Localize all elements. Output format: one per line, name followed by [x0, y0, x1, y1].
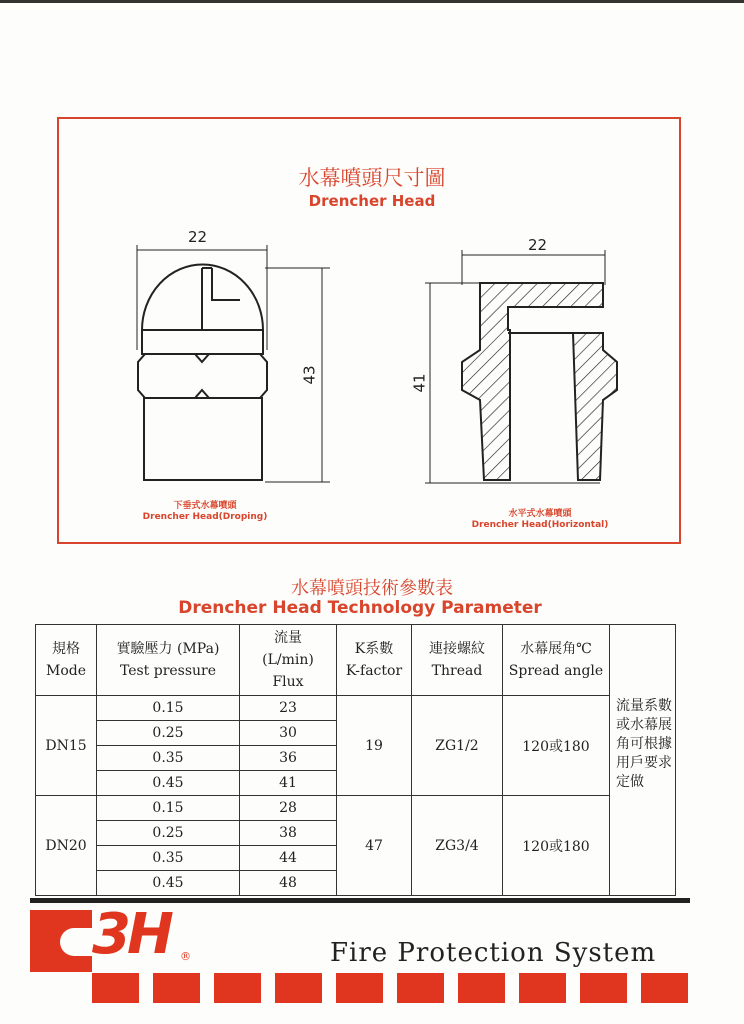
thread-cell: ZG3/4 — [412, 796, 503, 896]
kfactor-cell: 47 — [337, 796, 412, 896]
footer-square — [275, 973, 322, 1003]
pressure-cell: 0.15 — [97, 696, 240, 721]
flux-cell: 41 — [240, 771, 337, 796]
pressure-cell: 0.15 — [97, 796, 240, 821]
header-spread-angle: 水幕展角℃ Spread angle — [503, 625, 610, 696]
kfactor-cell: 19 — [337, 696, 412, 796]
horizontal-width-dimension: 22 — [528, 236, 548, 254]
flux-cell: 28 — [240, 796, 337, 821]
table-header-row — [36, 625, 676, 696]
horizontal-caption-cn: 水平式水幕噴頭 — [508, 509, 572, 519]
flux-cell: 44 — [240, 846, 337, 871]
table-row — [36, 696, 676, 721]
mode-cell: DN20 — [36, 796, 97, 896]
pressure-cell: 0.25 — [97, 821, 240, 846]
footer-square — [641, 973, 688, 1003]
pressure-cell: 0.45 — [97, 771, 240, 796]
slogan: Fire Protection System — [330, 938, 657, 968]
pressure-cell: 0.35 — [97, 846, 240, 871]
droping-head-drawing — [137, 245, 330, 482]
mode-cell: DN15 — [36, 696, 97, 796]
header-flux: 流量 (L/min) Flux — [240, 625, 337, 696]
note-cell — [610, 625, 676, 896]
flux-cell: 48 — [240, 871, 337, 896]
horizontal-caption-en: Drencher Head(Horizontal) — [471, 520, 609, 530]
table-title-en: Drencher Head Technology Parameter — [178, 598, 542, 618]
footer-square — [92, 973, 139, 1003]
droping-caption-en: Drencher Head(Droping) — [142, 512, 268, 522]
pressure-cell: 0.35 — [97, 746, 240, 771]
registered-mark: ® — [180, 950, 191, 963]
drawing-title-en: Drencher Head — [308, 192, 436, 210]
footer-square — [397, 973, 444, 1003]
note-line: 用戶要求 — [616, 755, 672, 771]
footer-square — [336, 973, 383, 1003]
droping-caption-cn: 下垂式水幕噴頭 — [173, 501, 237, 511]
note-line: 定做 — [616, 774, 644, 790]
header-thread: 連接螺紋 Thread — [412, 625, 503, 696]
footer-square — [580, 973, 627, 1003]
angle-cell: 120或180 — [503, 696, 610, 796]
flux-cell: 38 — [240, 821, 337, 846]
footer-square — [214, 973, 261, 1003]
horizontal-height-dimension: 41 — [410, 373, 429, 393]
flux-cell: 23 — [240, 696, 337, 721]
flux-cell: 36 — [240, 746, 337, 771]
drawing-title-cn: 水幕噴頭尺寸圖 — [298, 166, 446, 190]
note-line: 角可根據 — [616, 736, 672, 752]
droping-height-dimension: 43 — [300, 365, 319, 385]
angle-cell: 120或180 — [503, 796, 610, 896]
header-pressure: 實驗壓力 (MPa) Test pressure — [97, 625, 240, 696]
note-line: 流量系數 — [616, 698, 672, 714]
brand-logo: 3H — [92, 902, 170, 967]
thread-cell: ZG1/2 — [412, 696, 503, 796]
table-title-cn: 水幕噴頭技術參數表 — [291, 578, 453, 599]
footer-square — [519, 973, 566, 1003]
footer-square — [458, 973, 505, 1003]
footer-square — [153, 973, 200, 1003]
parameter-table — [35, 624, 676, 896]
logo-cutout — [60, 928, 94, 956]
table-row — [36, 796, 676, 821]
pressure-cell: 0.25 — [97, 721, 240, 746]
pressure-cell: 0.45 — [97, 871, 240, 896]
droping-width-dimension: 22 — [188, 228, 208, 246]
flux-cell: 30 — [240, 721, 337, 746]
note-line: 或水幕展 — [616, 717, 672, 733]
horizontal-head-drawing — [425, 250, 617, 483]
header-mode: 規格 Mode — [36, 625, 97, 696]
header-kfactor: K系數 K-factor — [337, 625, 412, 696]
